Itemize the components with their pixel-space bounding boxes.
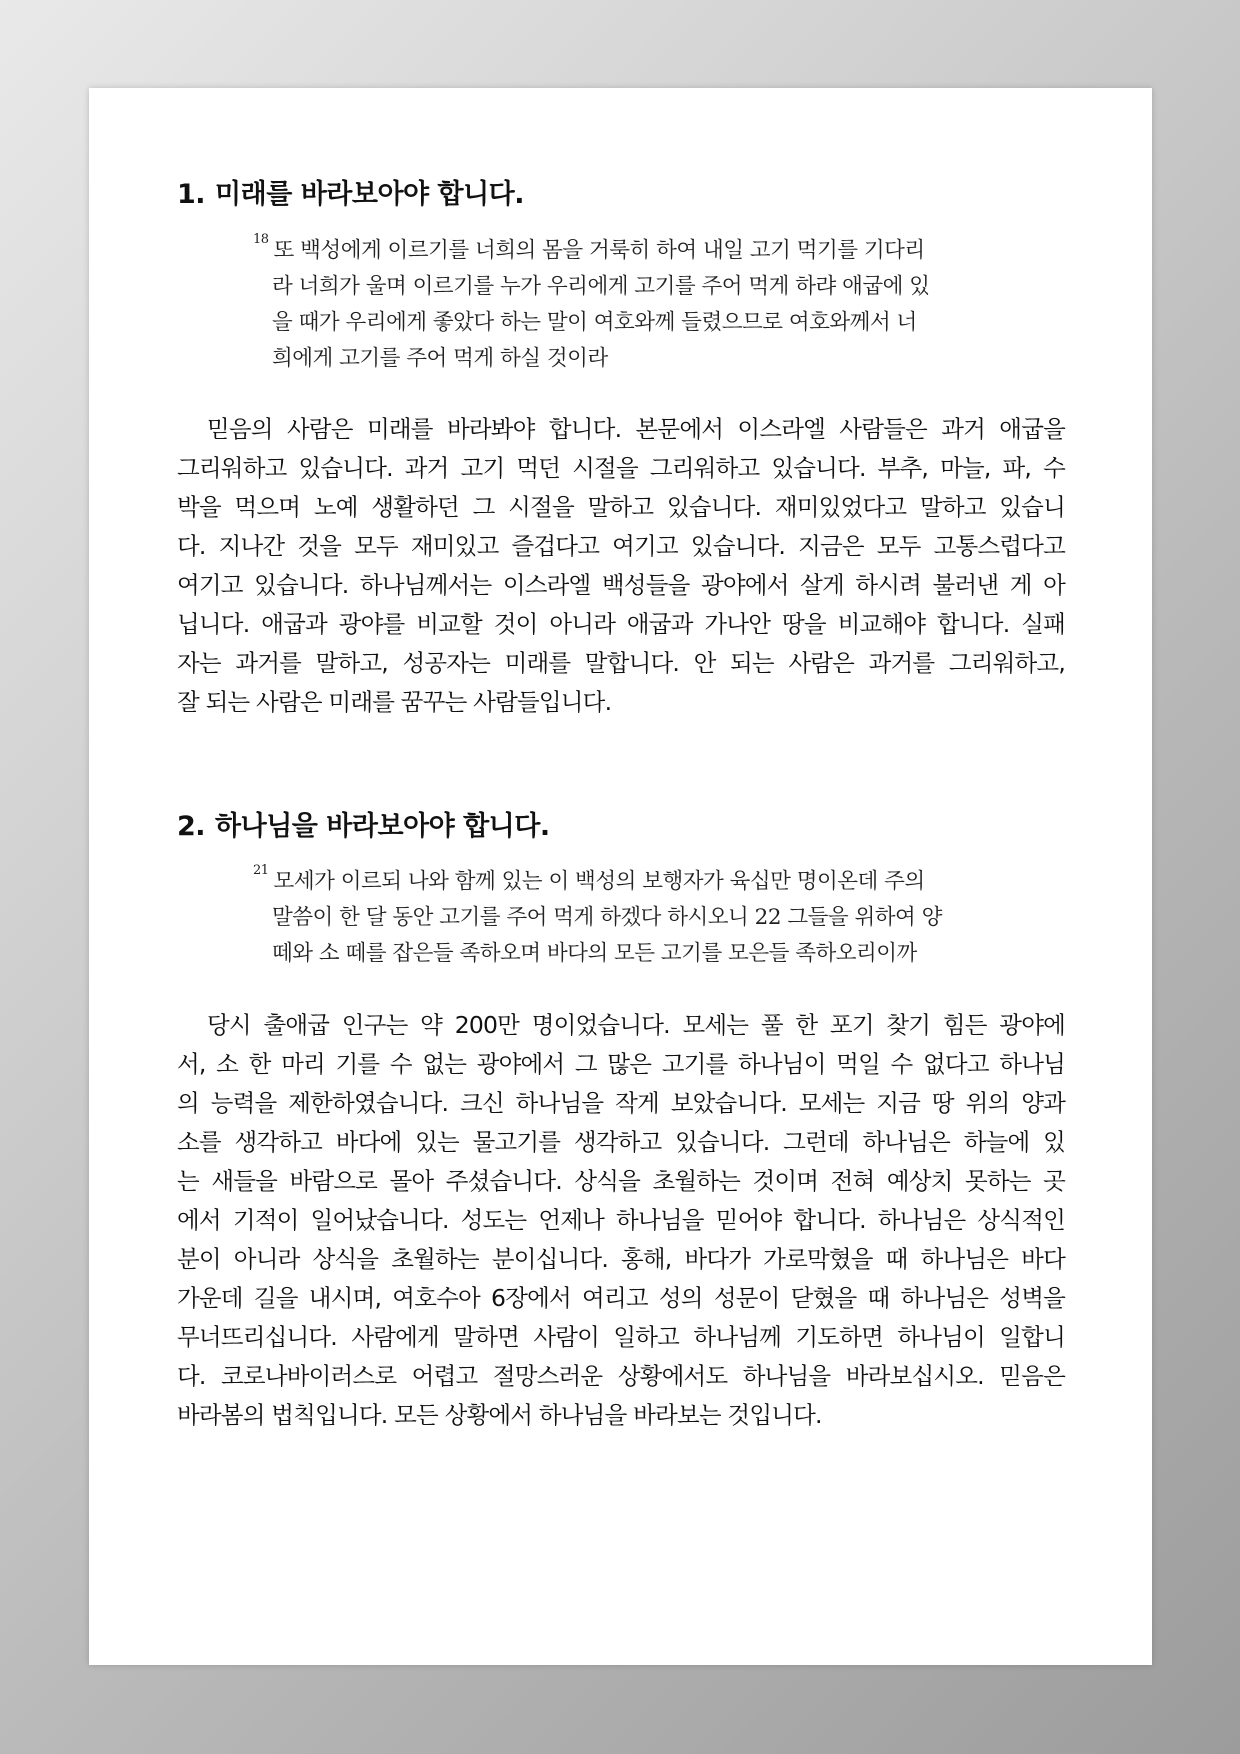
body-paragraph — [177, 410, 1065, 722]
verse-line: 라 너희가 울며 이르기를 누가 우리에게 고기를 주어 먹게 하랴 애굽에 있 — [272, 274, 930, 299]
paragraph-line: 다. 코로나바이러스로 어렵고 절망스러운 상황에서도 하나님을 바라보십시오. 믿음은 — [177, 1362, 1065, 1390]
paragraph-line: 서, 소 한 마리 기를 수 없는 광야에서 그 많은 고기를 하나님이 먹일 수 없다고 하나님 — [177, 1050, 1065, 1078]
scripture-quote — [253, 233, 993, 377]
section-heading — [177, 178, 524, 212]
verse-number: 18 — [253, 232, 269, 247]
section-heading — [177, 810, 550, 844]
verse-line: 말씀이 한 달 동안 고기를 주어 먹게 하겠다 하시오니 22 그들을 위하여 양 — [272, 905, 942, 930]
section-number: 1. — [177, 179, 206, 210]
paragraph-line: 그리워하고 있습니다. 과거 고기 먹던 시절을 그리워하고 있습니다. 부추, 마늘, 파, 수 — [177, 454, 1065, 482]
verse-line: 을 때가 우리에게 좋았다 하는 말이 여호와께 들렸으므로 여호와께서 너 — [272, 310, 917, 335]
paragraph-line: 잘 되는 사람은 미래를 꿈꾸는 사람들입니다. — [177, 688, 612, 716]
verse-line: $^{18}$ 또 백성에게 이르기를 너희의 몸을 거룩히 하여 내일 고기 먹기를 기다리 — [253, 232, 925, 263]
paragraph-line: 여기고 있습니다. 하나님께서는 이스라엘 백성들을 광야에서 살게 하시려 불러낸 게 아 — [177, 571, 1065, 599]
paragraph-line: 다. 지나간 것을 모두 재미있고 즐겁다고 여기고 있습니다. 지금은 모두 고통스럽다고 — [177, 532, 1065, 560]
section-number: 2. — [177, 811, 206, 842]
verse-number: 21 — [253, 863, 269, 878]
paragraph-line: 무너뜨리십니다. 사람에게 말하면 사람이 일하고 하나님께 기도하면 하나님이 일합니 — [177, 1323, 1065, 1351]
paragraph-line: 믿음의 사람은 미래를 바라봐야 합니다. 본문에서 이스라엘 사람들은 과거 애굽을 — [207, 415, 1065, 443]
section-title: 미래를 바라보아야 합니다. — [215, 179, 525, 210]
paragraph-line: 분이 아니라 상식을 초월하는 분이십니다. 홍해, 바다가 가로막혔을 때 하나님은 바다 — [177, 1245, 1065, 1273]
paragraph-line: 가운데 길을 내시며, 여호수아 6장에서 여리고 성의 성문이 닫혔을 때 하나님은 성벽을 — [177, 1284, 1065, 1312]
paragraph-line: 박을 먹으며 노예 생활하던 그 시절을 말하고 있습니다. 재미있었다고 말하고 있습니 — [177, 493, 1065, 521]
paragraph-line: 당시 출애굽 인구는 약 200만 명이었습니다. 모세는 풀 한 포기 찾기 힘든 광야에 — [207, 1011, 1065, 1039]
scripture-quote — [253, 864, 993, 972]
verse-line: $^{21}$ 모세가 이르되 나와 함께 있는 이 백성의 보행자가 육십만 명이온데 주의 — [253, 863, 925, 894]
section-title: 하나님을 바라보아야 합니다. — [215, 811, 550, 842]
paragraph-line: 자는 과거를 말하고, 성공자는 미래를 말합니다. 안 되는 사람은 과거를 그리워하고, — [177, 649, 1065, 677]
paragraph-line: 에서 기적이 일어났습니다. 성도는 언제나 하나님을 믿어야 합니다. 하나님은 상식적인 — [177, 1206, 1065, 1234]
paragraph-line: 소를 생각하고 바다에 있는 물고기를 생각하고 있습니다. 그런데 하나님은 하늘에 있 — [177, 1128, 1065, 1156]
paragraph-line: 바라봄의 법칙입니다. 모든 상황에서 하나님을 바라보는 것입니다. — [177, 1401, 822, 1429]
verse-line: 희에게 고기를 주어 먹게 하실 것이라 — [272, 346, 608, 371]
paragraph-line: 닙니다. 애굽과 광야를 비교할 것이 아니라 애굽과 가나안 땅을 비교해야 합니다. 실패 — [177, 610, 1065, 638]
verse-line: 떼와 소 떼를 잡은들 족하오며 바다의 모든 고기를 모은들 족하오리이까 — [272, 941, 917, 966]
body-paragraph — [177, 1006, 1065, 1435]
paragraph-line: 는 새들을 바람으로 몰아 주셨습니다. 상식을 초월하는 것이며 전혀 예상치 못하는 곳 — [177, 1167, 1065, 1195]
paragraph-line: 의 능력을 제한하였습니다. 크신 하나님을 작게 보았습니다. 모세는 지금 땅 위의 양과 — [177, 1089, 1065, 1117]
document-page — [89, 88, 1152, 1665]
